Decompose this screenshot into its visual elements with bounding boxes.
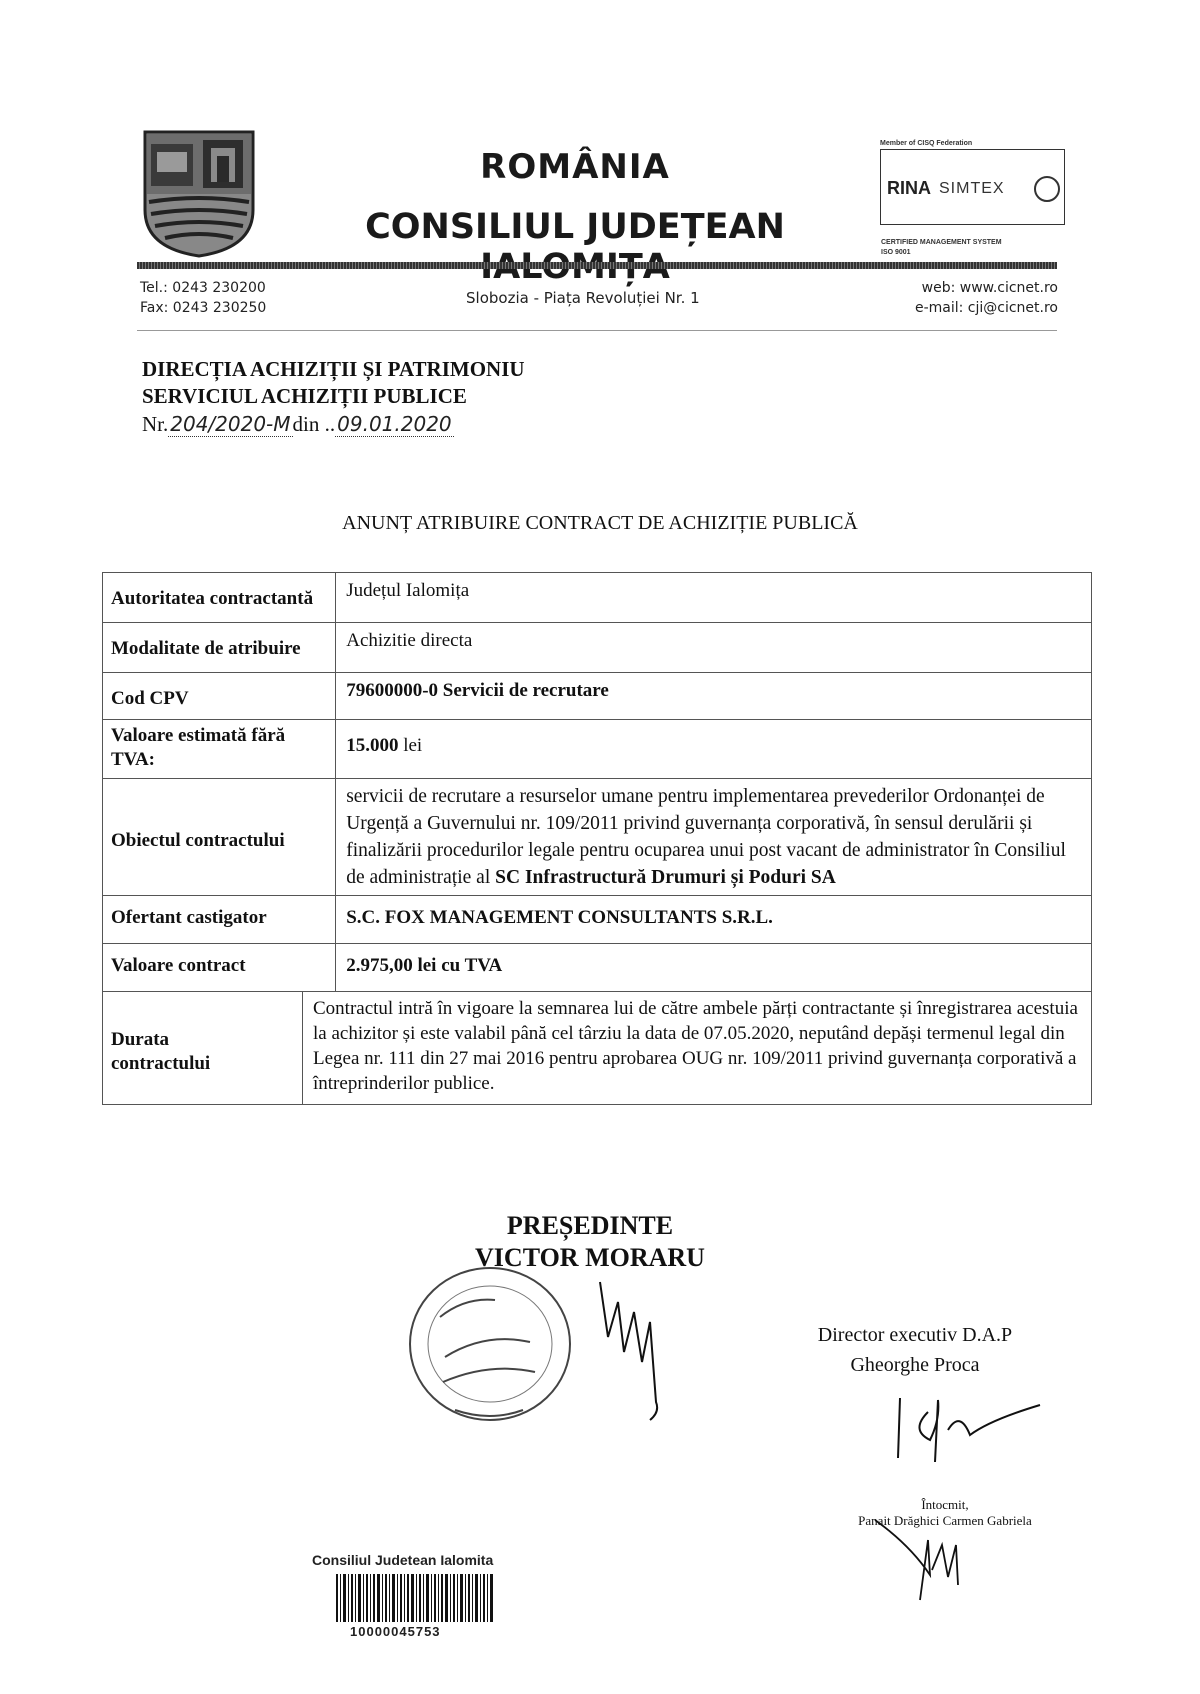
barcode-icon xyxy=(336,1574,496,1622)
service-name: SERVICIUL ACHIZIȚII PUBLICE xyxy=(142,384,467,408)
director-name: Gheorghe Proca xyxy=(850,1354,980,1376)
table-row xyxy=(103,573,1092,623)
contract-info-table xyxy=(102,572,1092,1105)
prepared-label: Întocmit, xyxy=(921,1497,969,1512)
authority-value: Județul Ialomița xyxy=(336,573,1092,623)
winner-label: Ofertant castigator xyxy=(103,896,336,944)
cert-box xyxy=(880,149,1065,256)
duration-label-line2: contractului xyxy=(111,1053,211,1074)
president-name: VICTOR MORARU xyxy=(475,1243,705,1272)
certification-logo xyxy=(880,140,1065,256)
cert-simtex-text: SIMTEX xyxy=(939,180,1005,197)
duration-label-line1: Durata xyxy=(111,1029,170,1050)
contract-object-company: SC Infrastructură Drumuri și Poduri SA xyxy=(495,867,836,888)
country-title: ROMÂNIA xyxy=(480,147,670,187)
barcode-label: Consiliul Judetean Ialomita xyxy=(312,1552,494,1568)
barcode-number: 10000045753 xyxy=(350,1624,441,1639)
table-row xyxy=(103,944,1092,992)
cert-member-text: Member of CISQ Federation xyxy=(880,140,973,147)
director-signature-icon xyxy=(890,1390,1050,1465)
cpv-label: Cod CPV xyxy=(103,673,336,720)
authority-label: Autoritatea contractantă xyxy=(103,573,336,623)
email: e-mail: cji@cicnet.ro xyxy=(914,300,1058,316)
award-method-label: Modalitate de atribuire xyxy=(103,623,336,673)
cert-iso-text: ISO 9001 xyxy=(881,249,911,256)
table-row xyxy=(103,992,1092,1105)
table-row xyxy=(103,720,1092,779)
prepared-names: Panait Drăghici Carmen Gabriela xyxy=(858,1513,1032,1528)
din-label: din .. xyxy=(292,412,336,436)
nr-label: Nr. xyxy=(142,412,169,436)
president-title: PREȘEDINTE xyxy=(506,1211,674,1240)
council-title: CONSILIUL JUDEȚEAN xyxy=(365,207,785,247)
table-row xyxy=(103,779,1092,896)
preparer-signature-icon xyxy=(870,1515,970,1605)
president-signature-icon xyxy=(590,1262,670,1422)
department-name: DIRECȚIA ACHIZIȚII ȘI PATRIMONIU xyxy=(142,357,525,381)
header-divider xyxy=(137,262,1057,269)
department-block xyxy=(142,356,525,410)
fax-number: Fax: 0243 230250 xyxy=(140,300,267,316)
table-row xyxy=(103,623,1092,673)
table-row xyxy=(103,896,1092,944)
winner-value: S.C. FOX MANAGEMENT CONSULTANTS S.R.L. xyxy=(336,896,1092,944)
cert-system-text: CERTIFIED MANAGEMENT SYSTEM xyxy=(881,239,1002,246)
estimated-value-label: Valoare estimată fără TVA: xyxy=(103,720,336,779)
council-stamp-icon xyxy=(405,1262,575,1427)
header-bottom-divider xyxy=(137,330,1057,331)
director-block xyxy=(790,1320,1040,1380)
duration-value: Contractul intră în vigoare la semnarea lui de către ambele părți contractante și înregistrarea acestuia la achizitor și este valabil până cel târziu la data de 07.05.2020, neputând depăși termenul legal din Legea nr. 111 din 27 mai 2016 pentru aprobarea OUG nr. 109/2011 privind guvernanța corporativă a întreprinderilor publice. xyxy=(303,992,1092,1105)
registration-date: 09.01.2020 xyxy=(337,412,452,436)
registration-line xyxy=(142,412,454,437)
website: web: www.cicnet.ro xyxy=(921,280,1058,296)
cert-rina-text: RINA xyxy=(887,178,931,198)
director-title: Director executiv D.A.P xyxy=(817,1324,1013,1346)
contract-value-label: Valoare contract xyxy=(103,944,336,992)
phone-number: Tel.: 0243 230200 xyxy=(140,280,266,296)
contract-object-value xyxy=(336,779,1092,896)
estimated-value-number: 15.000 xyxy=(346,735,399,756)
address: Slobozia - Piața Revoluției Nr. 1 xyxy=(466,289,700,307)
phone-fax-block xyxy=(140,278,266,318)
estimated-value xyxy=(336,720,1092,779)
county-coat-of-arms-icon xyxy=(143,130,255,258)
contract-object-label: Obiectul contractului xyxy=(103,779,336,896)
registration-number: 204/2020-M xyxy=(170,412,291,436)
announcement-title: ANUNȚ ATRIBUIRE CONTRACT DE ACHIZIȚIE PUBLICĂ xyxy=(342,512,858,534)
cert-seal-icon xyxy=(1034,176,1060,202)
award-method-value: Achizitie directa xyxy=(336,623,1092,673)
estimated-value-unit: lei xyxy=(398,735,423,756)
cpv-value: 79600000-0 Servicii de recrutare xyxy=(336,673,1092,720)
web-email-block xyxy=(860,278,1058,318)
table-row xyxy=(103,673,1092,720)
contract-object-text: servicii de recrutare a resurselor umane pentru implementarea prevederilor Ordonanței de Urgență a Guvernului nr. 109/2011 privind guvernanța corporativă, în sensul derulării și finalizării procedurilor legale pentru ocuparea unui post vacant de administrator în Consiliul de administrație al xyxy=(346,786,1066,888)
duration-label xyxy=(103,992,303,1105)
contract-value: 2.975,00 lei cu TVA xyxy=(336,944,1092,992)
